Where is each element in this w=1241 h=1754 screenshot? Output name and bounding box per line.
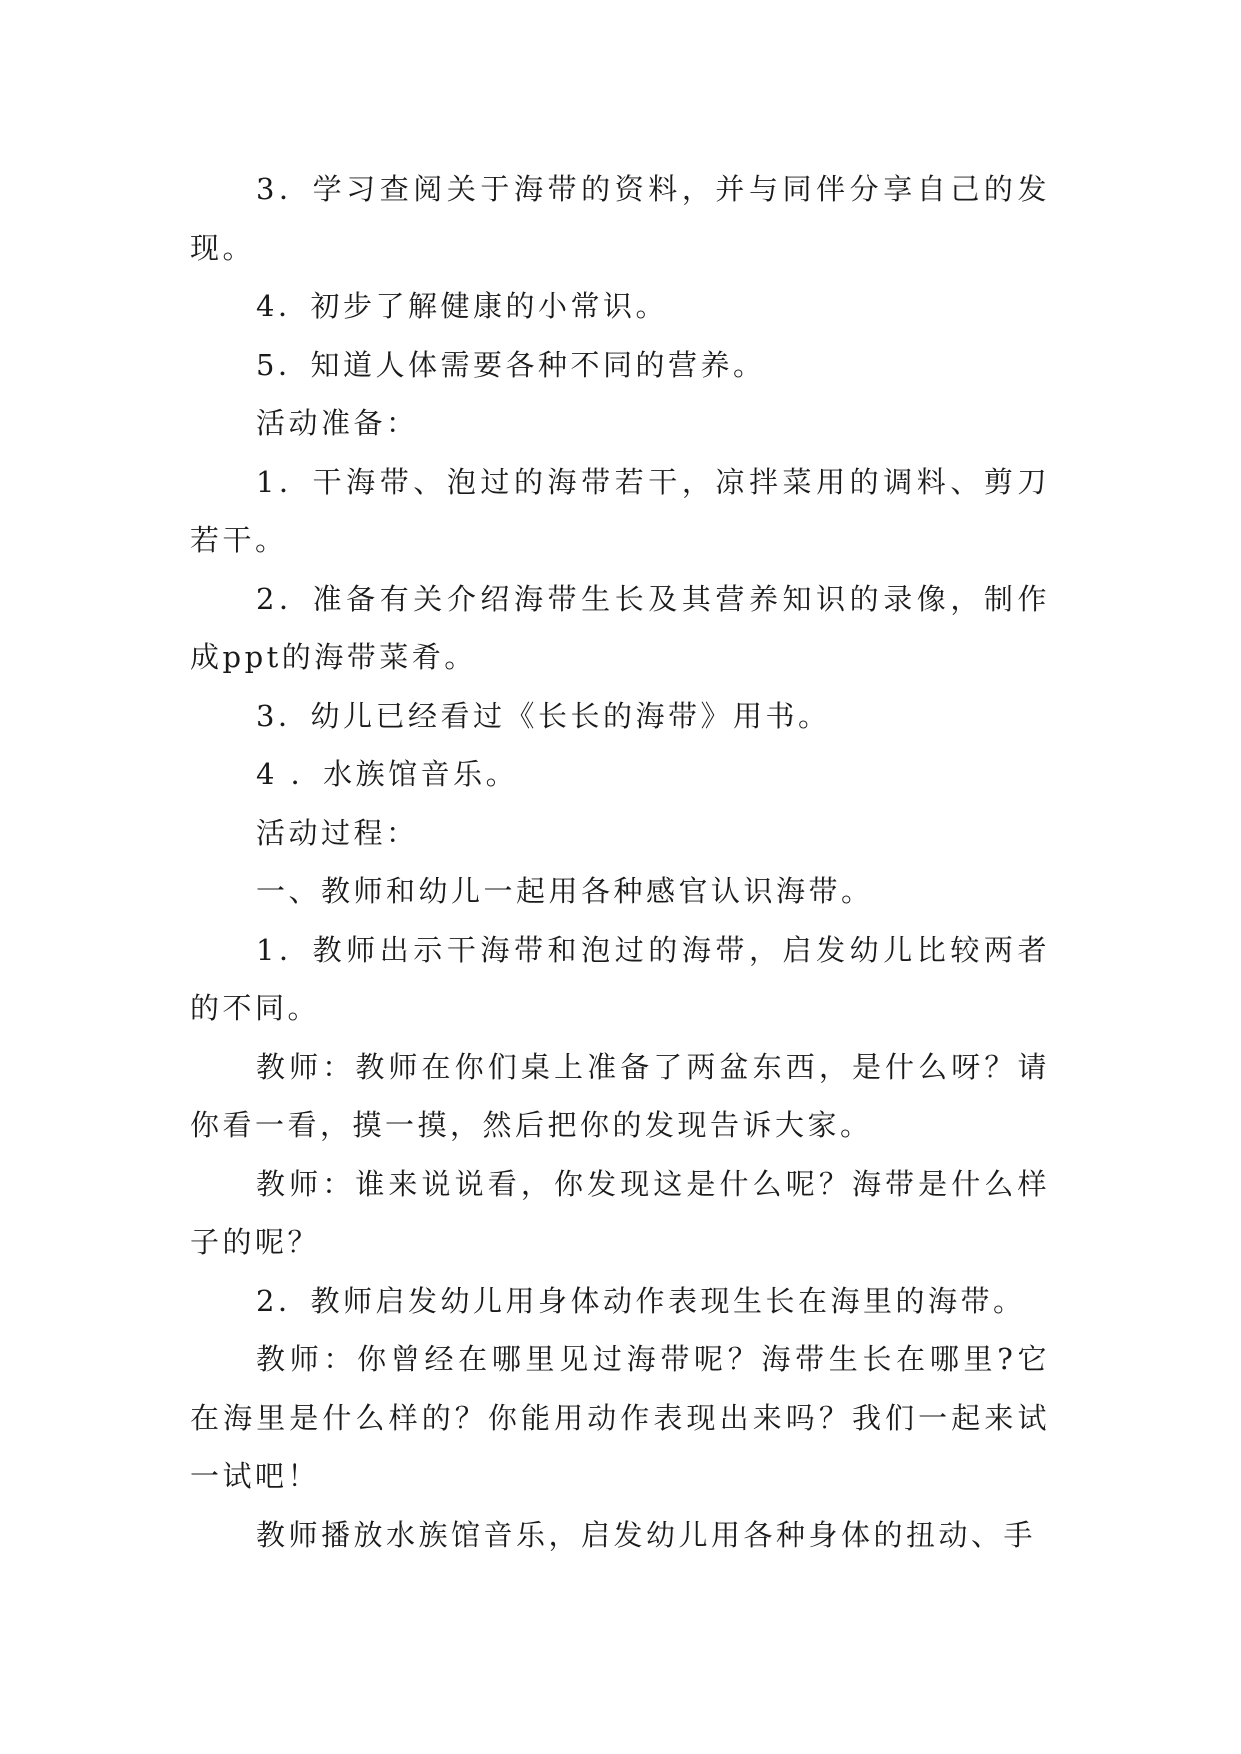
paragraph-process-1-1: 1．教师出示干海带和泡过的海带，启发幼儿比较两者的不同。 [190,932,1050,1025]
section-heading-process: 活动过程： [256,815,419,850]
paragraph-preparation-4: 4 ．水族馆音乐。 [256,757,519,791]
section-heading-preparation: 活动准备： [256,406,419,440]
document-body [190,160,1050,1564]
paragraph-teacher-dialogue-2: 教师：谁来说说看，你发现这是什么呢？海带是什么样子的呢？ [190,1166,1050,1259]
paragraph-preparation-2: 2．准备有关介绍海带生长及其营养知识的录像，制作成ppt的海带菜肴。 [190,581,1050,674]
paragraph-process-1-2: 2．教师启发幼儿用身体动作表现生长在海里的海带。 [256,1283,1026,1318]
paragraph-objective-4: 4．初步了解健康的小常识。 [256,289,668,323]
paragraph-teacher-dialogue-3: 教师：你曾经在哪里见过海带呢？海带生长在哪里?它在海里是什么样的？你能用动作表现出来吗？我们一起来试一试吧！ [190,1342,1050,1493]
paragraph-preparation-1: 1．干海带、泡过的海带若干，凉拌菜用的调料、剪刀若干。 [190,464,1050,557]
paragraph-objective-5: 5．知道人体需要各种不同的营养。 [256,347,766,382]
paragraph-teacher-dialogue-1: 教师：教师在你们桌上准备了两盆东西，是什么呀？请你看一看，摸一摸，然后把你的发现告诉大家。 [190,1049,1050,1142]
paragraph-objective-3: 3．学习查阅关于海带的资料，并与同伴分享自己的发现。 [190,172,1050,265]
paragraph-preparation-3: 3．幼儿已经看过《长长的海带》用书。 [256,698,831,733]
paragraph-music-activity: 教师播放水族馆音乐，启发幼儿用各种身体的扭动、手 [256,1517,1037,1552]
paragraph-process-step-1: 一、教师和幼儿一起用各种感官认识海带。 [256,874,874,908]
